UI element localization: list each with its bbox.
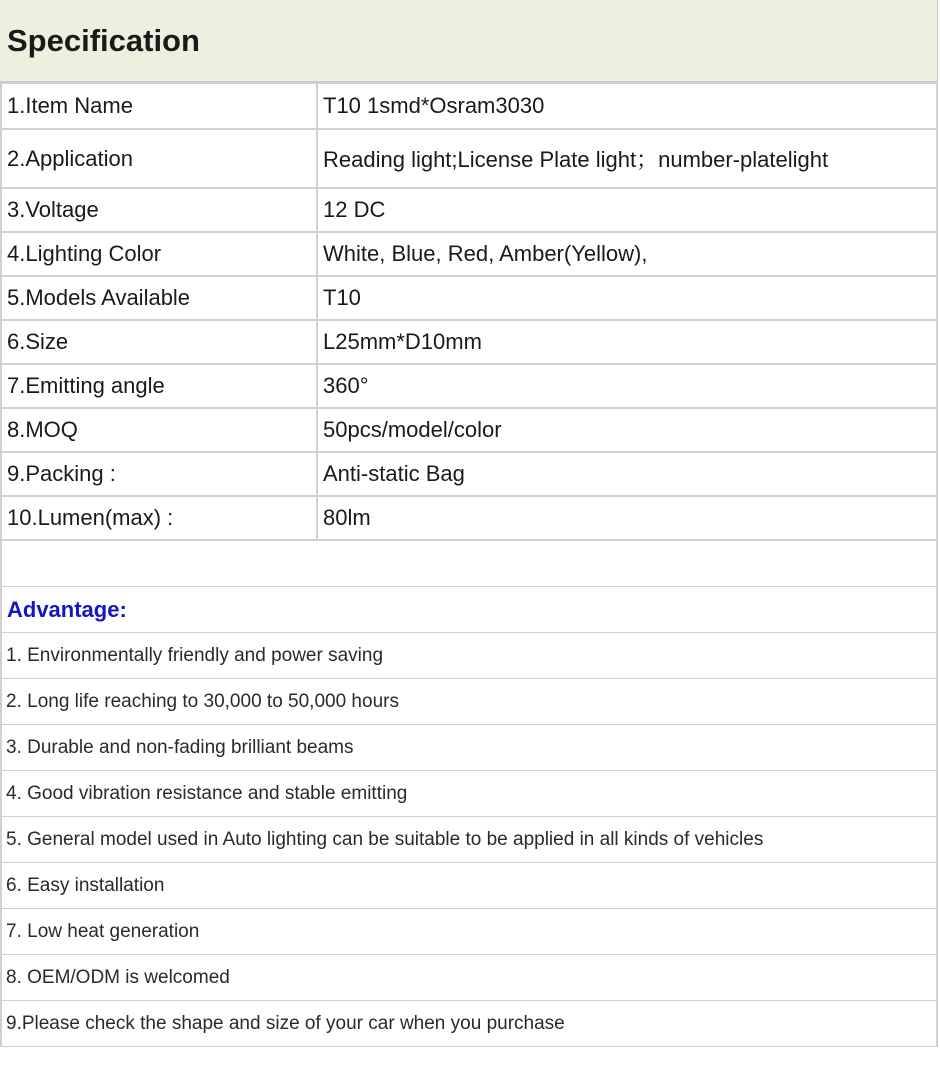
spec-value: 80lm xyxy=(317,496,937,540)
spec-row xyxy=(1,232,937,276)
spec-row xyxy=(1,408,937,452)
spec-key: 1.Item Name xyxy=(1,83,317,129)
page-title: Specification xyxy=(7,22,200,58)
spec-key: 10.Lumen(max) : xyxy=(1,496,317,540)
spec-value: T10 1smd*Osram3030 xyxy=(317,83,937,129)
advantage-item-text: 2. Long life reaching to 30,000 to 50,000 hours xyxy=(6,690,399,712)
advantage-heading: Advantage: xyxy=(7,596,127,622)
advantage-item xyxy=(0,725,938,771)
advantage-item-text: 8. OEM/ODM is welcomed xyxy=(6,966,230,988)
advantage-item-text: 9.Please check the shape and size of your car when you purchase xyxy=(6,1012,565,1034)
advantage-item-text: 5. General model used in Auto lighting can be suitable to be applied in all kinds of vehicles xyxy=(6,828,764,850)
spec-key: 4.Lighting Color xyxy=(1,232,317,276)
spec-key: 7.Emitting angle xyxy=(1,364,317,408)
spec-key: 3.Voltage xyxy=(1,188,317,232)
advantage-item-text: 3. Durable and non-fading brilliant beams xyxy=(6,736,354,758)
advantage-item xyxy=(0,909,938,955)
spec-key: 9.Packing : xyxy=(1,452,317,496)
spec-value: 50pcs/model/color xyxy=(317,408,937,452)
advantage-item-text: 7. Low heat generation xyxy=(6,920,200,942)
spec-row xyxy=(1,276,937,320)
spec-key: 6.Size xyxy=(1,320,317,364)
spec-row xyxy=(1,452,937,496)
spec-key: 5.Models Available xyxy=(1,276,317,320)
advantage-item xyxy=(0,633,938,679)
spec-key: 8.MOQ xyxy=(1,408,317,452)
advantage-item xyxy=(0,679,938,725)
spec-key: 2.Application xyxy=(1,129,317,188)
spec-value: 12 DC xyxy=(317,188,937,232)
spec-table xyxy=(0,82,938,541)
spec-row xyxy=(1,320,937,364)
advantage-item xyxy=(0,771,938,817)
advantage-item xyxy=(0,817,938,863)
advantage-item-text: 1. Environmentally friendly and power saving xyxy=(6,644,384,666)
advantage-heading-row xyxy=(0,587,938,633)
advantage-item-text: 6. Easy installation xyxy=(6,874,165,896)
spec-row xyxy=(1,364,937,408)
spec-row xyxy=(1,129,937,188)
spec-value: White, Blue, Red, Amber(Yellow), xyxy=(317,232,937,276)
advantage-item xyxy=(0,863,938,909)
spec-value: L25mm*D10mm xyxy=(317,320,937,364)
spec-value: T10 xyxy=(317,276,937,320)
spec-value: Reading light;License Plate light；number-platelight xyxy=(317,129,937,188)
spec-value: 360° xyxy=(317,364,937,408)
spec-row xyxy=(1,83,937,129)
blank-row xyxy=(0,541,938,587)
advantage-item-text: 4. Good vibration resistance and stable emitting xyxy=(6,782,408,804)
specification-header xyxy=(0,0,938,82)
advantage-item xyxy=(0,1001,938,1047)
advantage-item xyxy=(0,955,938,1001)
spec-value: Anti-static Bag xyxy=(317,452,937,496)
spec-row xyxy=(1,188,937,232)
spec-row xyxy=(1,496,937,540)
